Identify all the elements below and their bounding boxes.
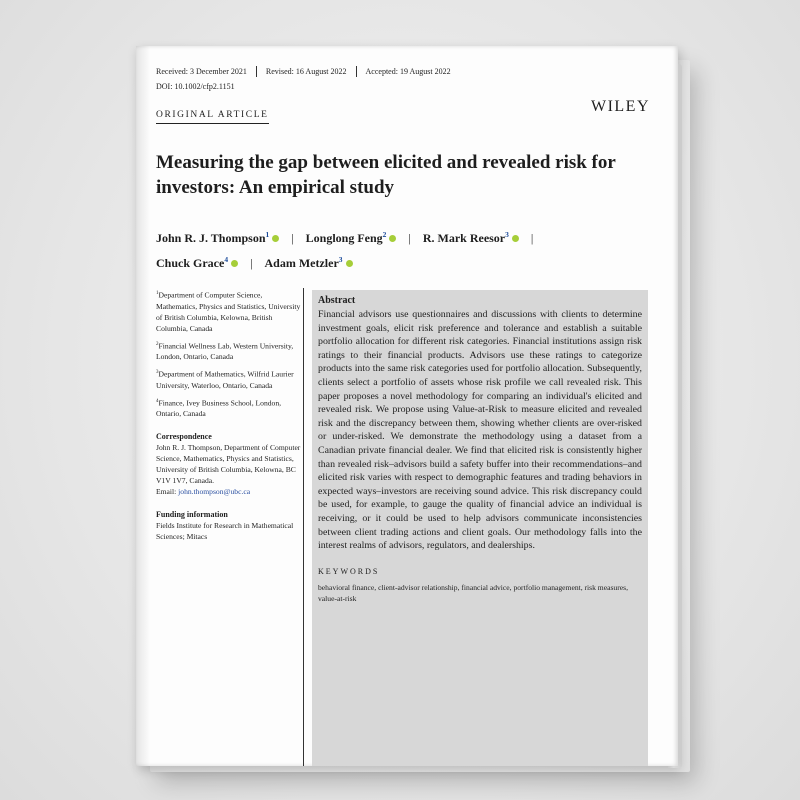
correspondence-text: John R. J. Thompson, Department of Computer Science, Mathematics, Physics and Statistics, University of British Columbia, Kelowna, BC V1V 1V7, Canada. [156, 443, 301, 486]
keywords-heading: KEYWORDS [318, 566, 380, 576]
author-affiliation-number: 2 [382, 230, 387, 239]
affiliation-text: Finance, Ivey Business School, London, Ontario, Canada [156, 398, 282, 419]
author [423, 231, 519, 245]
author-list [156, 224, 656, 274]
correspondence-heading: Correspondence [156, 432, 212, 442]
affiliation-number: 3 [156, 370, 159, 376]
orcid-icon[interactable] [231, 260, 238, 267]
doi: DOI: 10.1002/cfp2.1151 [156, 82, 235, 91]
affiliation [156, 396, 304, 420]
revised-date: Revised: 16 August 2022 [265, 67, 347, 76]
date-separator [356, 66, 357, 77]
funding-text: Fields Institute for Research in Mathematical Sciences; Mitacs [156, 521, 294, 542]
spine-shade [136, 46, 150, 766]
affiliation-text: Department of Mathematics, Wilfrid Laurier University, Waterloo, Ontario, Canada [156, 369, 294, 390]
affiliation [156, 367, 304, 391]
received-date: Received: 3 December 2021 [156, 67, 247, 76]
author-affiliation-number: 3 [338, 255, 343, 264]
email-link[interactable]: john.thompson@ubc.ca [178, 487, 251, 497]
affiliation-text: Financial Wellness Lab, Western University, London, Ontario, Canada [156, 341, 294, 362]
affiliation-number: 1 [156, 291, 159, 296]
author-name: Chuck Grace [156, 256, 225, 270]
column-divider [303, 288, 304, 766]
author [156, 256, 238, 270]
author-affiliation-number: 1 [265, 230, 270, 239]
funding-heading: Funding information [156, 510, 228, 520]
author [264, 256, 352, 270]
accepted-date: Accepted: 19 August 2022 [365, 67, 451, 76]
abstract-text: Financial advisors use questionnaires and discussions with clients to determine investment goals, elicit risk preference and tolerance and establish a suitable portfolio allocation for different risk categories. Financial institutions assign risk ratings to their financial products. Advisors use these ratings to categorize products into the same risk categories used for portfolio allocation. Subsequently, clients select a portfolio of assets whose risk profile we call revealed risk. This paper proposes a novel methodology for comparing an individual's elicited and revealed risk. We propose using Value-at-Risk to measure elicited and revealed risk and the discrepancy between them, showing whether clients are over-risked or under-risked. We demonstrate the methodology using a dataset from a Canadian private financial dealer. We find that elicited risk is consistently higher than revealed risk–advisors build a safety buffer into their recommendations–and elicited risk varies with respect to demographic features and trading behaviors in expected ways–investors are receiving sound advice. This risk discrepancy could be used, for example, to gauge the quality of financial advice an individual is receiving, or it could be used to help advisors communicate inconsistencies between client trading actions and client goals. Our methodology falls into the interest realms of advisors, regulators, and dealerships. [318, 309, 642, 552]
abstract-heading: Abstract [318, 295, 356, 306]
author-separator: | [291, 231, 294, 245]
author [306, 231, 397, 245]
affiliation [156, 288, 304, 334]
correspondence-email [156, 486, 304, 497]
abstract-box [312, 290, 648, 766]
author-name: Longlong Feng [305, 231, 383, 245]
affiliation-number: 4 [156, 398, 159, 404]
author-name: Adam Metzler [264, 256, 339, 270]
author-separator: | [408, 231, 411, 245]
keywords-text: behavioral finance, client-advisor relationship, financial advice, portfolio management, risk measures, value-at-risk [318, 582, 628, 603]
orcid-icon[interactable] [346, 260, 353, 267]
article-dates [156, 66, 451, 77]
author-separator: | [250, 256, 253, 270]
article-type: ORIGINAL ARTICLE [156, 110, 269, 124]
author-separator: | [530, 231, 534, 245]
author [156, 231, 279, 245]
author-affiliation-number: 4 [224, 255, 229, 264]
article-title: Measuring the gap between elicited and revealed risk for investors: An empirical study [156, 152, 616, 198]
date-separator [256, 66, 257, 77]
orcid-icon[interactable] [389, 235, 396, 242]
affiliation-number: 2 [156, 341, 159, 347]
author-affiliation-number: 3 [505, 230, 509, 239]
author-name: R. Mark Reesor [422, 231, 506, 245]
affiliation-text: Department of Computer Science, Mathematics, Physics and Statistics, University of British Columbia, Kelowna, British Columbia, Canada [156, 290, 301, 333]
orcid-icon[interactable] [512, 235, 519, 242]
author-name: John R. J. Thompson [156, 231, 266, 245]
publisher-logo: WILEY [590, 98, 650, 115]
orcid-icon[interactable] [272, 235, 279, 242]
article-info-column [156, 288, 304, 542]
affiliation [156, 339, 304, 363]
journal-page [136, 46, 678, 766]
email-label: Email: [156, 487, 177, 497]
